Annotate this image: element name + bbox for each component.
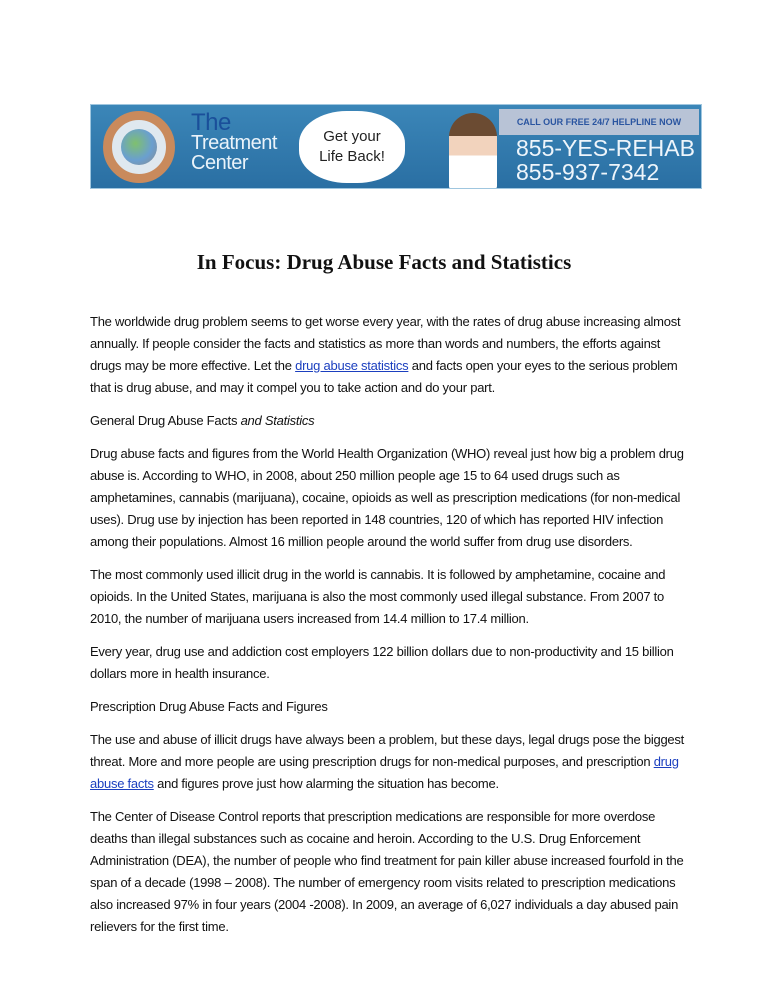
paragraph-text: and facts open your eyes to the serious problem that is drug abuse, and may it compel you to take action and do your part.	[90, 358, 678, 395]
emphasis-text: and Statistics	[240, 413, 315, 428]
slogan-line: Life Back!	[319, 148, 385, 165]
paragraph	[90, 443, 690, 553]
paragraph	[90, 729, 690, 795]
brand-line: The	[191, 109, 231, 136]
helpline-label: CALL OUR FREE 24/7 HELPLINE NOW	[499, 109, 699, 135]
paragraph	[90, 641, 690, 685]
phone-vanity: 855-YES-REHAB	[516, 135, 695, 161]
brand-line: Center	[191, 152, 249, 174]
paragraph-text: General Drug Abuse Facts	[90, 413, 241, 428]
globe-icon	[121, 129, 157, 165]
slogan-cloud	[299, 111, 405, 183]
paragraph-text: The most commonly used illicit drug in the world is cannabis. It is followed by amphetamine, cocaine and opioids. In the United States, marijuana is also the most commonly used illegal substance. From 2007 to 2010, the number of marijuana users increased from 14.4 million to 17.4 million.	[90, 567, 666, 626]
section-heading	[90, 410, 690, 432]
treatment-center-banner[interactable]	[90, 104, 702, 189]
page-title: In Focus: Drug Abuse Facts and Statistics	[196, 250, 572, 274]
slogan-line: Get your	[323, 128, 381, 145]
paragraph-text: Every year, drug use and addiction cost employers 122 billion dollars due to non-productivity and 15 billion dollars more in health insurance.	[90, 644, 674, 681]
inline-link[interactable]: drug abuse facts	[90, 754, 679, 791]
brand-name	[191, 109, 277, 174]
phone-number: 855-937-7342	[516, 159, 660, 185]
section-heading	[90, 696, 690, 718]
paragraph-text: The Center of Disease Control reports that prescription medications are responsible for more overdose deaths than illegal substances such as cocaine and heroin. According to the U.S. Drug Enforcement Administration (DEA), the number of people who find treatment for pain killer abuse increased fourfold in the span of a decade (1998 – 2008). The number of emergency room visits related to prescription medications also increased 97% in four years (2004 -2008). In 2009, an average of 6,027 individuals a day abused pain relievers for the first time.	[90, 809, 684, 934]
brand-line: Treatment	[191, 132, 277, 154]
paragraph-text: Prescription Drug Abuse Facts and Figures	[90, 699, 328, 714]
article-body	[90, 311, 690, 949]
paragraph	[90, 311, 690, 399]
paragraph	[90, 564, 690, 630]
paragraph	[90, 806, 690, 938]
paragraph-text: Drug abuse facts and figures from the World Health Organization (WHO) reveal just how big a problem drug abuse is. According to WHO, in 2008, about 250 million people age 15 to 64 used drugs such as amphetamines, cannabis (marijuana), cocaine, opioids as well as prescription medications (for non-medical uses). Drug use by injection has been reported in 148 countries, 120 of which has reported HIV infection among their populations. Almost 16 million people around the world suffer from drug use disorders.	[90, 446, 684, 549]
paragraph-text: The worldwide drug problem seems to get worse every year, with the rates of drug abuse increasing almost annually. If people consider the facts and statistics as more than words and numbers, the efforts against drugs may be more effective. Let the	[90, 314, 681, 373]
paragraph-text: The use and abuse of illicit drugs have always been a problem, but these days, legal drugs pose the biggest threat. More and more people are using prescription drugs for non-medical purposes, and prescription	[90, 732, 685, 769]
paragraph-text: and figures prove just how alarming the situation has become.	[153, 776, 499, 791]
support-agent-image	[449, 113, 497, 189]
inline-link[interactable]: drug abuse statistics	[295, 358, 409, 373]
